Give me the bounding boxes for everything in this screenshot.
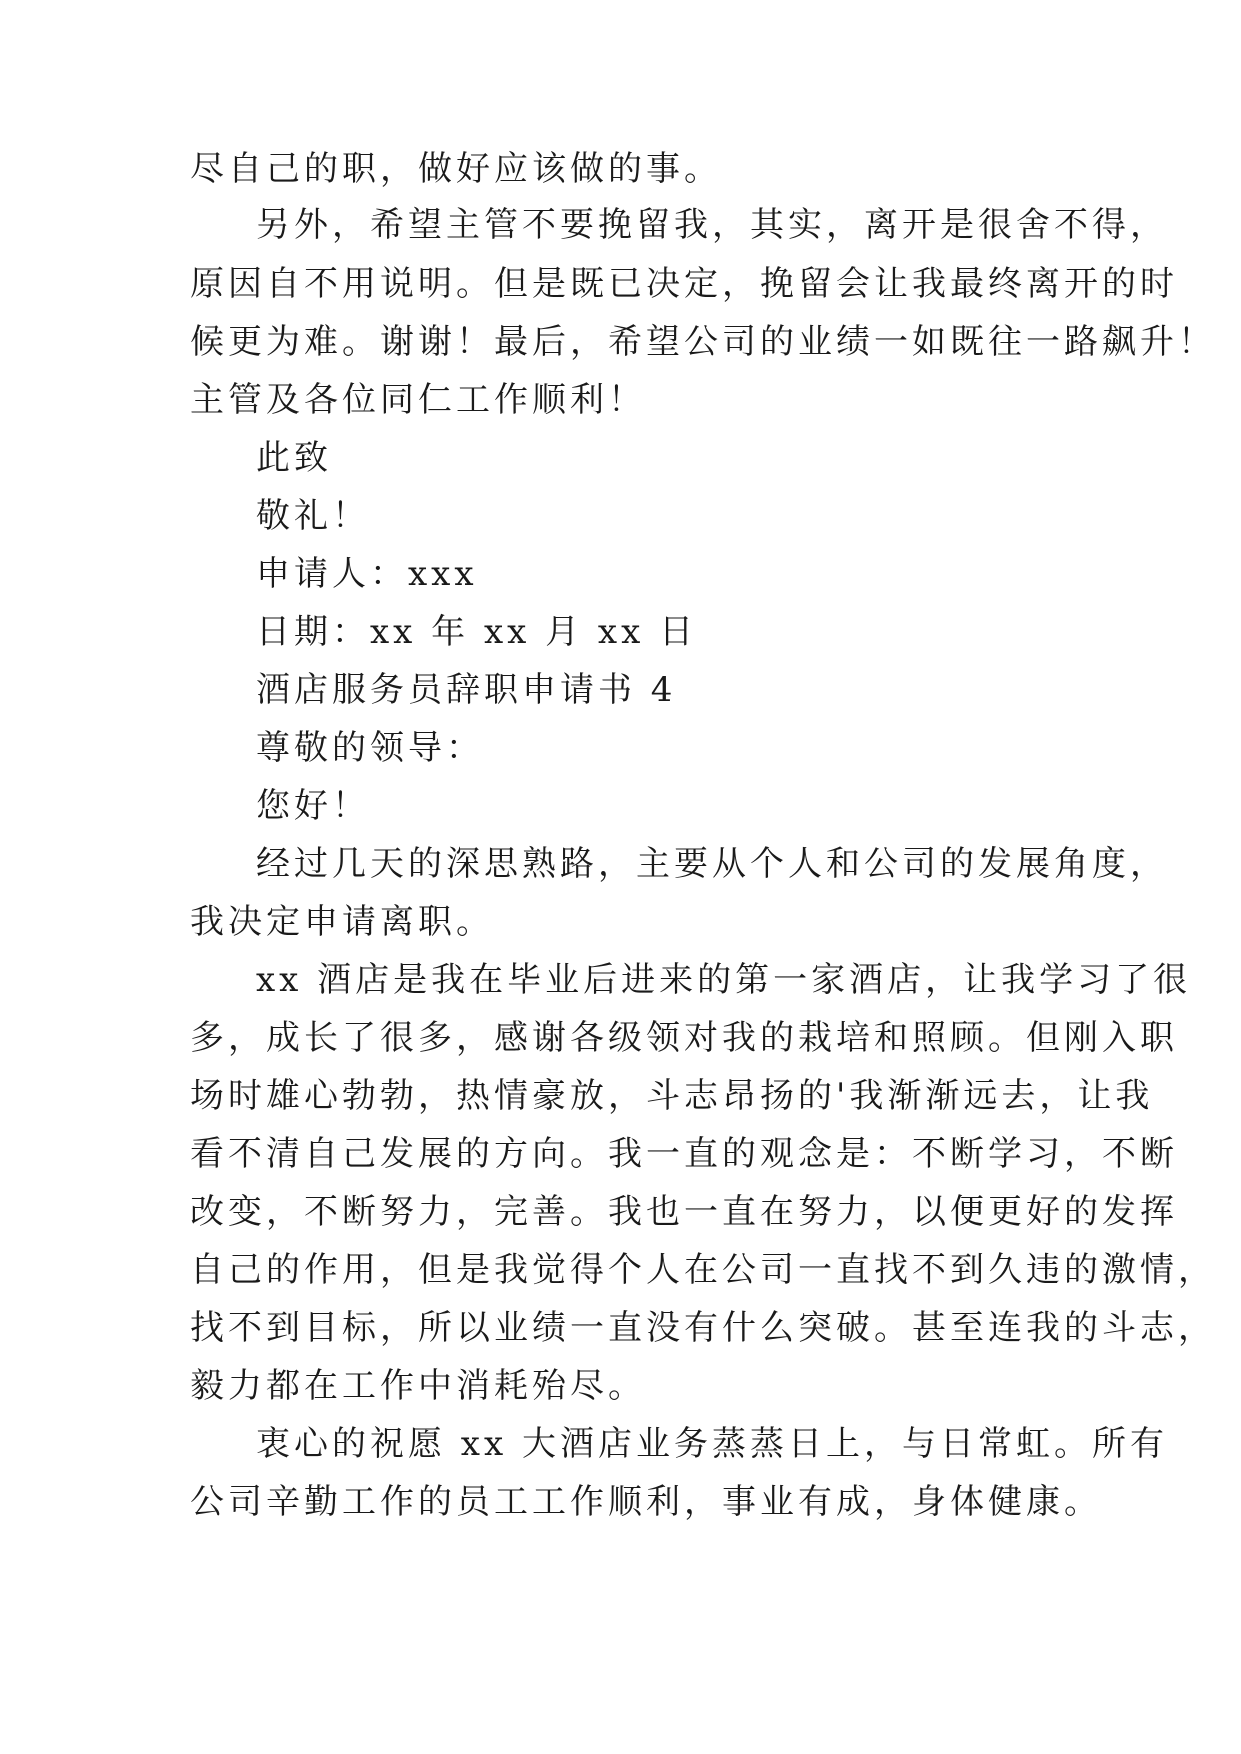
paragraph-line: 毅力都在工作中消耗殆尽。 <box>190 1366 646 1406</box>
date-line: 日期：xx 年 xx 月 xx 日 <box>256 612 698 652</box>
closing-line: 敬礼！ <box>256 496 370 536</box>
salutation-line: 尊敬的领导： <box>256 728 484 768</box>
closing-line: 此致 <box>256 438 332 478</box>
paragraph-line: 看不清自己发展的方向。我一直的观念是：不断学习，不断 <box>190 1134 1178 1174</box>
paragraph-line: 找不到目标，所以业绩一直没有什么突破。甚至连我的斗志， <box>190 1308 1216 1348</box>
applicant-line: 申请人：xxx <box>256 554 478 594</box>
paragraph-line: 另外，希望主管不要挽留我，其实，离开是很舍不得， <box>256 205 1168 245</box>
section-title: 酒店服务员辞职申请书 4 <box>256 670 677 710</box>
paragraph-line: 公司辛勤工作的员工工作顺利，事业有成，身体健康。 <box>190 1482 1102 1522</box>
paragraph-line: 自己的作用，但是我觉得个人在公司一直找不到久违的激情， <box>190 1250 1216 1290</box>
paragraph-line: 我决定申请离职。 <box>190 902 494 942</box>
paragraph-line: 候更为难。谢谢！最后，希望公司的业绩一如既往一路飙升！ <box>190 322 1216 362</box>
paragraph-line: xx 酒店是我在毕业后进来的第一家酒店，让我学习了很 <box>256 960 1192 1000</box>
paragraph-line: 主管及各位同仁工作顺利！ <box>190 380 646 420</box>
paragraph-line: 场时雄心勃勃，热情豪放，斗志昂扬的'我渐渐远去，让我 <box>190 1076 1154 1116</box>
paragraph-line: 原因自不用说明。但是既已决定，挽留会让我最终离开的时 <box>190 264 1178 304</box>
paragraph-line: 改变，不断努力，完善。我也一直在努力，以便更好的发挥 <box>190 1192 1178 1232</box>
paragraph-line: 经过几天的深思熟路，主要从个人和公司的发展角度， <box>256 844 1168 884</box>
paragraph-line: 多，成长了很多，感谢各级领对我的栽培和照顾。但刚入职 <box>190 1018 1178 1058</box>
greeting-line: 您好！ <box>256 786 370 826</box>
paragraph-line: 尽自己的职，做好应该做的事。 <box>190 149 722 189</box>
paragraph-line: 衷心的祝愿 xx 大酒店业务蒸蒸日上，与日常虹。所有 <box>256 1424 1168 1464</box>
